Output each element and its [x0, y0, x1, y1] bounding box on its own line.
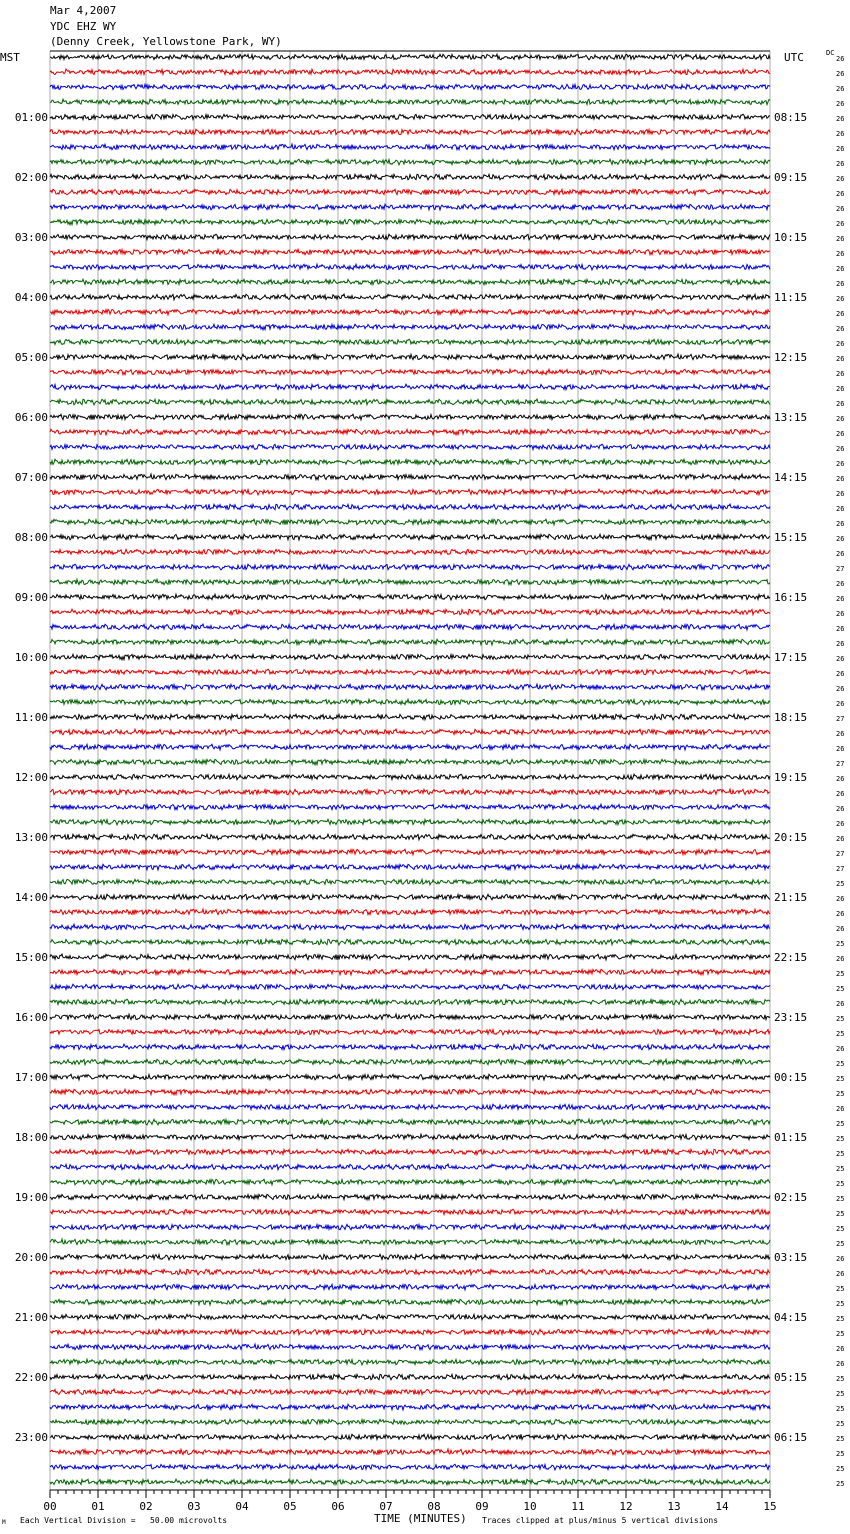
mst-hour-label: 15:00 — [14, 951, 48, 964]
dc-offset-value: 27 — [836, 850, 845, 858]
mst-hour-label: 14:00 — [14, 891, 48, 904]
station-code: YDC EHZ WY — [50, 20, 117, 33]
dc-offset-value: 26 — [836, 355, 845, 363]
trace-line — [50, 54, 770, 60]
dc-offset-value: 25 — [836, 985, 845, 993]
utc-hour-label: 17:15 — [774, 651, 808, 664]
clip-note: Traces clipped at plus/minus 5 vertical divisions — [482, 1516, 719, 1525]
dc-offset-value: 27 — [836, 715, 845, 723]
trace-line — [50, 69, 770, 75]
dc-offset-value: 26 — [836, 1045, 845, 1053]
trace-line — [50, 684, 770, 690]
trace-line — [50, 1344, 770, 1350]
trace-line — [50, 144, 770, 150]
utc-hour-label: 11:15 — [774, 291, 808, 304]
utc-hour-label: 21:15 — [774, 891, 808, 904]
trace-line — [50, 1389, 770, 1395]
dc-offset-value: 27 — [836, 865, 845, 873]
trace-line — [50, 1089, 770, 1095]
mst-hour-label: 06:00 — [14, 411, 48, 424]
mst-hour-label: 23:00 — [14, 1431, 48, 1444]
dc-offset-value: 26 — [836, 550, 845, 558]
dc-offset-value: 26 — [836, 115, 845, 123]
dc-offset-value: 26 — [836, 70, 845, 78]
dc-offset-value: 26 — [836, 520, 845, 528]
trace-line — [50, 429, 770, 435]
trace-line — [50, 789, 770, 795]
dc-offset-value: 26 — [836, 730, 845, 738]
trace-line — [50, 1014, 770, 1020]
trace-line — [50, 654, 770, 660]
mst-hour-label: 09:00 — [14, 591, 48, 604]
trace-line — [50, 624, 770, 630]
trace-line — [50, 594, 770, 600]
trace-line — [50, 759, 770, 765]
footer-mark: M — [2, 1519, 6, 1526]
dc-offset-value: 26 — [836, 220, 845, 228]
x-tick-label: 01 — [91, 1500, 105, 1513]
utc-hour-label: 16:15 — [774, 591, 808, 604]
trace-line — [50, 414, 770, 420]
trace-line — [50, 1194, 770, 1200]
dc-offset-value: 26 — [836, 295, 845, 303]
x-tick-label: 00 — [43, 1500, 57, 1513]
mst-hour-label: 17:00 — [14, 1071, 48, 1084]
dc-offset-value: 26 — [836, 670, 845, 678]
dc-offset-value: 25 — [836, 1450, 845, 1458]
dc-offset-value: 26 — [836, 745, 845, 753]
dc-offset-value: 26 — [836, 685, 845, 693]
trace-line — [50, 1029, 770, 1035]
dc-offset-value: 26 — [836, 205, 845, 213]
trace-line — [50, 1164, 770, 1170]
trace-line — [50, 129, 770, 135]
dc-offset-value: 26 — [836, 925, 845, 933]
dc-offset-value: 25 — [836, 1285, 845, 1293]
trace-line — [50, 1254, 770, 1260]
dc-offset-value: 25 — [836, 1015, 845, 1023]
dc-offset-value: 26 — [836, 775, 845, 783]
x-tick-label: 04 — [235, 1500, 249, 1513]
dc-offset-value: 25 — [836, 1300, 845, 1308]
x-tick-label: 06 — [331, 1500, 345, 1513]
mst-hour-label: 18:00 — [14, 1131, 48, 1144]
trace-line — [50, 189, 770, 195]
x-tick-label: 03 — [187, 1500, 201, 1513]
dc-column-label: DC — [826, 49, 835, 57]
dc-offset-value: 26 — [836, 235, 845, 243]
left-timezone-label: MST — [0, 51, 20, 64]
x-tick-label: 09 — [475, 1500, 489, 1513]
dc-offset-value: 26 — [836, 190, 845, 198]
trace-line — [50, 219, 770, 225]
trace-line — [50, 1299, 770, 1305]
time-axis — [43, 1490, 776, 1513]
x-tick-label: 13 — [667, 1500, 681, 1513]
mst-hour-label: 02:00 — [14, 171, 48, 184]
dc-offset-value: 25 — [836, 1165, 845, 1173]
dc-offset-value: 25 — [836, 1195, 845, 1203]
trace-line — [50, 939, 770, 945]
utc-hour-label: 02:15 — [774, 1191, 808, 1204]
dc-offset-value: 25 — [836, 880, 845, 888]
x-tick-label: 15 — [763, 1500, 777, 1513]
trace-line — [50, 1239, 770, 1245]
mst-hour-label: 07:00 — [14, 471, 48, 484]
trace-line — [50, 444, 770, 450]
dc-offset-value: 26 — [836, 400, 845, 408]
trace-line — [50, 579, 770, 585]
trace-line — [50, 1119, 770, 1125]
trace-line — [50, 1224, 770, 1230]
dc-offset-value: 25 — [836, 1120, 845, 1128]
trace-line — [50, 894, 770, 900]
dc-offset-value: 25 — [836, 1030, 845, 1038]
dc-offset-value: 26 — [836, 265, 845, 273]
trace-line — [50, 1404, 770, 1410]
dc-offset-value: 26 — [836, 175, 845, 183]
dc-offset-value: 25 — [836, 1315, 845, 1323]
mst-hour-label: 08:00 — [14, 531, 48, 544]
dc-offset-value: 25 — [836, 1150, 845, 1158]
trace-line — [50, 999, 770, 1005]
trace-line — [50, 474, 770, 480]
utc-hour-label: 08:15 — [774, 111, 808, 124]
dc-offset-value: 26 — [836, 700, 845, 708]
mst-hour-label: 03:00 — [14, 231, 48, 244]
dc-offset-value: 26 — [836, 835, 845, 843]
trace-line — [50, 819, 770, 825]
trace-line — [50, 609, 770, 615]
mst-hour-label: 16:00 — [14, 1011, 48, 1024]
trace-line — [50, 534, 770, 540]
trace-line — [50, 879, 770, 885]
trace-line — [50, 1209, 770, 1215]
x-tick-label: 07 — [379, 1500, 393, 1513]
trace-line — [50, 1059, 770, 1065]
trace-line — [50, 849, 770, 855]
mst-hour-label: 01:00 — [14, 111, 48, 124]
trace-line — [50, 354, 770, 360]
mst-hour-label: 10:00 — [14, 651, 48, 664]
dc-offset-value: 26 — [836, 610, 845, 618]
mst-hour-label: 12:00 — [14, 771, 48, 784]
dc-offset-value: 26 — [836, 385, 845, 393]
x-axis-title: TIME (MINUTES) — [374, 1512, 467, 1525]
trace-line — [50, 294, 770, 300]
dc-offset-value: 26 — [836, 160, 845, 168]
dc-offset-value: 26 — [836, 1270, 845, 1278]
trace-line — [50, 834, 770, 840]
x-tick-label: 10 — [523, 1500, 537, 1513]
trace-line — [50, 1314, 770, 1320]
dc-offset-value: 26 — [836, 85, 845, 93]
x-tick-label: 14 — [715, 1500, 729, 1513]
dc-offset-value: 25 — [836, 1375, 845, 1383]
trace-line — [50, 459, 770, 465]
utc-hour-label: 14:15 — [774, 471, 808, 484]
utc-hour-label: 22:15 — [774, 951, 808, 964]
dc-offset-value: 25 — [836, 1435, 845, 1443]
mst-hour-label: 20:00 — [14, 1251, 48, 1264]
dc-offset-value: 26 — [836, 1000, 845, 1008]
trace-line — [50, 1329, 770, 1335]
trace-line — [50, 1434, 770, 1440]
dc-offset-value: 26 — [836, 100, 845, 108]
dc-offset-value: 26 — [836, 790, 845, 798]
trace-line — [50, 279, 770, 285]
trace-line — [50, 1284, 770, 1290]
trace-line — [50, 969, 770, 975]
trace-line — [50, 84, 770, 90]
utc-hour-labels — [774, 111, 807, 1444]
trace-line — [50, 564, 770, 570]
dc-offset-value: 25 — [836, 940, 845, 948]
dc-offset-value: 26 — [836, 430, 845, 438]
dc-offset-value: 26 — [836, 505, 845, 513]
utc-hour-label: 12:15 — [774, 351, 808, 364]
trace-line — [50, 774, 770, 780]
trace-line — [50, 489, 770, 495]
utc-hour-label: 06:15 — [774, 1431, 808, 1444]
mst-hour-label: 11:00 — [14, 711, 48, 724]
dc-offset-value: 26 — [836, 1255, 845, 1263]
dc-offset-value: 26 — [836, 580, 845, 588]
trace-line — [50, 264, 770, 270]
trace-line — [50, 519, 770, 525]
utc-hour-label: 18:15 — [774, 711, 808, 724]
dc-offset-value: 26 — [836, 1105, 845, 1113]
plot-date: Mar 4,2007 — [50, 4, 117, 17]
dc-offset-value: 25 — [836, 1240, 845, 1248]
dc-offset-value: 25 — [836, 1420, 845, 1428]
dc-offset-value: 25 — [836, 1210, 845, 1218]
x-tick-label: 08 — [427, 1500, 441, 1513]
trace-line — [50, 384, 770, 390]
trace-line — [50, 909, 770, 915]
utc-hour-label: 00:15 — [774, 1071, 808, 1084]
trace-line — [50, 99, 770, 105]
utc-hour-label: 19:15 — [774, 771, 808, 784]
dc-offset-value: 26 — [836, 1345, 845, 1353]
dc-offset-labels — [836, 55, 844, 1488]
dc-offset-value: 26 — [836, 250, 845, 258]
trace-line — [50, 984, 770, 990]
trace-line — [50, 1269, 770, 1275]
trace-line — [50, 204, 770, 210]
dc-offset-value: 25 — [836, 1075, 845, 1083]
dc-offset-value: 25 — [836, 1330, 845, 1338]
dc-offset-value: 26 — [836, 310, 845, 318]
trace-line — [50, 309, 770, 315]
dc-offset-value: 26 — [836, 910, 845, 918]
trace-line — [50, 864, 770, 870]
dc-offset-value: 25 — [836, 1225, 845, 1233]
trace-line — [50, 1104, 770, 1110]
dc-offset-value: 26 — [836, 820, 845, 828]
trace-line — [50, 504, 770, 510]
trace-line — [50, 1074, 770, 1080]
mst-hour-label: 13:00 — [14, 831, 48, 844]
utc-hour-label: 04:15 — [774, 1311, 808, 1324]
dc-offset-value: 25 — [836, 1090, 845, 1098]
dc-offset-value: 25 — [836, 1135, 845, 1143]
dc-offset-value: 26 — [836, 895, 845, 903]
trace-line — [50, 954, 770, 960]
x-tick-label: 11 — [571, 1500, 585, 1513]
dc-offset-value: 25 — [836, 1060, 845, 1068]
trace-line — [50, 339, 770, 345]
trace-line — [50, 324, 770, 330]
dc-offset-value: 27 — [836, 760, 845, 768]
dc-offset-value: 26 — [836, 595, 845, 603]
trace-line — [50, 174, 770, 180]
trace-line — [50, 639, 770, 645]
trace-line — [50, 1479, 770, 1485]
utc-hour-label: 13:15 — [774, 411, 808, 424]
utc-hour-label: 03:15 — [774, 1251, 808, 1264]
dc-offset-value: 26 — [836, 280, 845, 288]
dc-offset-value: 26 — [836, 415, 845, 423]
trace-line — [50, 1374, 770, 1380]
dc-offset-value: 27 — [836, 565, 845, 573]
trace-line — [50, 714, 770, 720]
trace-line — [50, 1134, 770, 1140]
trace-line — [50, 369, 770, 374]
trace-line — [50, 924, 770, 930]
mst-hour-labels — [15, 111, 48, 1444]
dc-offset-value: 26 — [836, 955, 845, 963]
dc-offset-value: 26 — [836, 445, 845, 453]
mst-hour-label: 21:00 — [14, 1311, 48, 1324]
dc-offset-value: 26 — [836, 55, 845, 63]
utc-hour-label: 10:15 — [774, 231, 808, 244]
right-timezone-label: UTC — [784, 51, 804, 64]
dc-offset-value: 26 — [836, 490, 845, 498]
scale-note: Each Vertical Division = 50.00 microvolts — [20, 1516, 228, 1525]
dc-offset-value: 26 — [836, 655, 845, 663]
dc-offset-value: 26 — [836, 1360, 845, 1368]
dc-offset-value: 26 — [836, 460, 845, 468]
utc-hour-label: 05:15 — [774, 1371, 808, 1384]
trace-line — [50, 159, 770, 165]
trace-line — [50, 1149, 770, 1155]
trace-line — [50, 234, 770, 240]
dc-offset-value: 25 — [836, 1390, 845, 1398]
mst-hour-label: 22:00 — [14, 1371, 48, 1384]
dc-offset-value: 26 — [836, 805, 845, 813]
dc-offset-value: 25 — [836, 1465, 845, 1473]
dc-offset-value: 26 — [836, 145, 845, 153]
utc-hour-label: 01:15 — [774, 1131, 808, 1144]
trace-line — [50, 114, 770, 120]
trace-line — [50, 729, 770, 735]
dc-offset-value: 25 — [836, 970, 845, 978]
mst-hour-label: 04:00 — [14, 291, 48, 304]
trace-line — [50, 1419, 770, 1425]
trace-line — [50, 744, 770, 750]
utc-hour-label: 23:15 — [774, 1011, 808, 1024]
trace-line — [50, 549, 770, 554]
trace-line — [50, 1359, 770, 1365]
dc-offset-value: 26 — [836, 325, 845, 333]
station-location: (Denny Creek, Yellowstone Park, WY) — [50, 35, 282, 48]
dc-offset-value: 25 — [836, 1180, 845, 1188]
seismic-traces — [50, 54, 770, 1485]
dc-offset-value: 26 — [836, 475, 845, 483]
dc-offset-value: 26 — [836, 130, 845, 138]
dc-offset-value: 25 — [836, 1405, 845, 1413]
dc-offset-value: 26 — [836, 340, 845, 348]
x-tick-label: 12 — [619, 1500, 633, 1513]
mst-hour-label: 19:00 — [14, 1191, 48, 1204]
trace-line — [50, 1044, 770, 1050]
dc-offset-value: 26 — [836, 625, 845, 633]
trace-line — [50, 669, 770, 675]
trace-line — [50, 249, 770, 255]
dc-offset-value: 25 — [836, 1480, 845, 1488]
dc-offset-value: 26 — [836, 535, 845, 543]
x-tick-label: 05 — [283, 1500, 297, 1513]
trace-line — [50, 1464, 770, 1470]
x-tick-label: 02 — [139, 1500, 153, 1513]
utc-hour-label: 09:15 — [774, 171, 808, 184]
trace-line — [50, 1179, 770, 1185]
trace-line — [50, 699, 770, 705]
utc-hour-label: 15:15 — [774, 531, 808, 544]
trace-line — [50, 1449, 770, 1455]
dc-offset-value: 26 — [836, 640, 845, 648]
dc-offset-value: 26 — [836, 370, 845, 378]
mst-hour-label: 05:00 — [14, 351, 48, 364]
trace-line — [50, 804, 770, 809]
utc-hour-label: 20:15 — [774, 831, 808, 844]
trace-line — [50, 399, 770, 405]
